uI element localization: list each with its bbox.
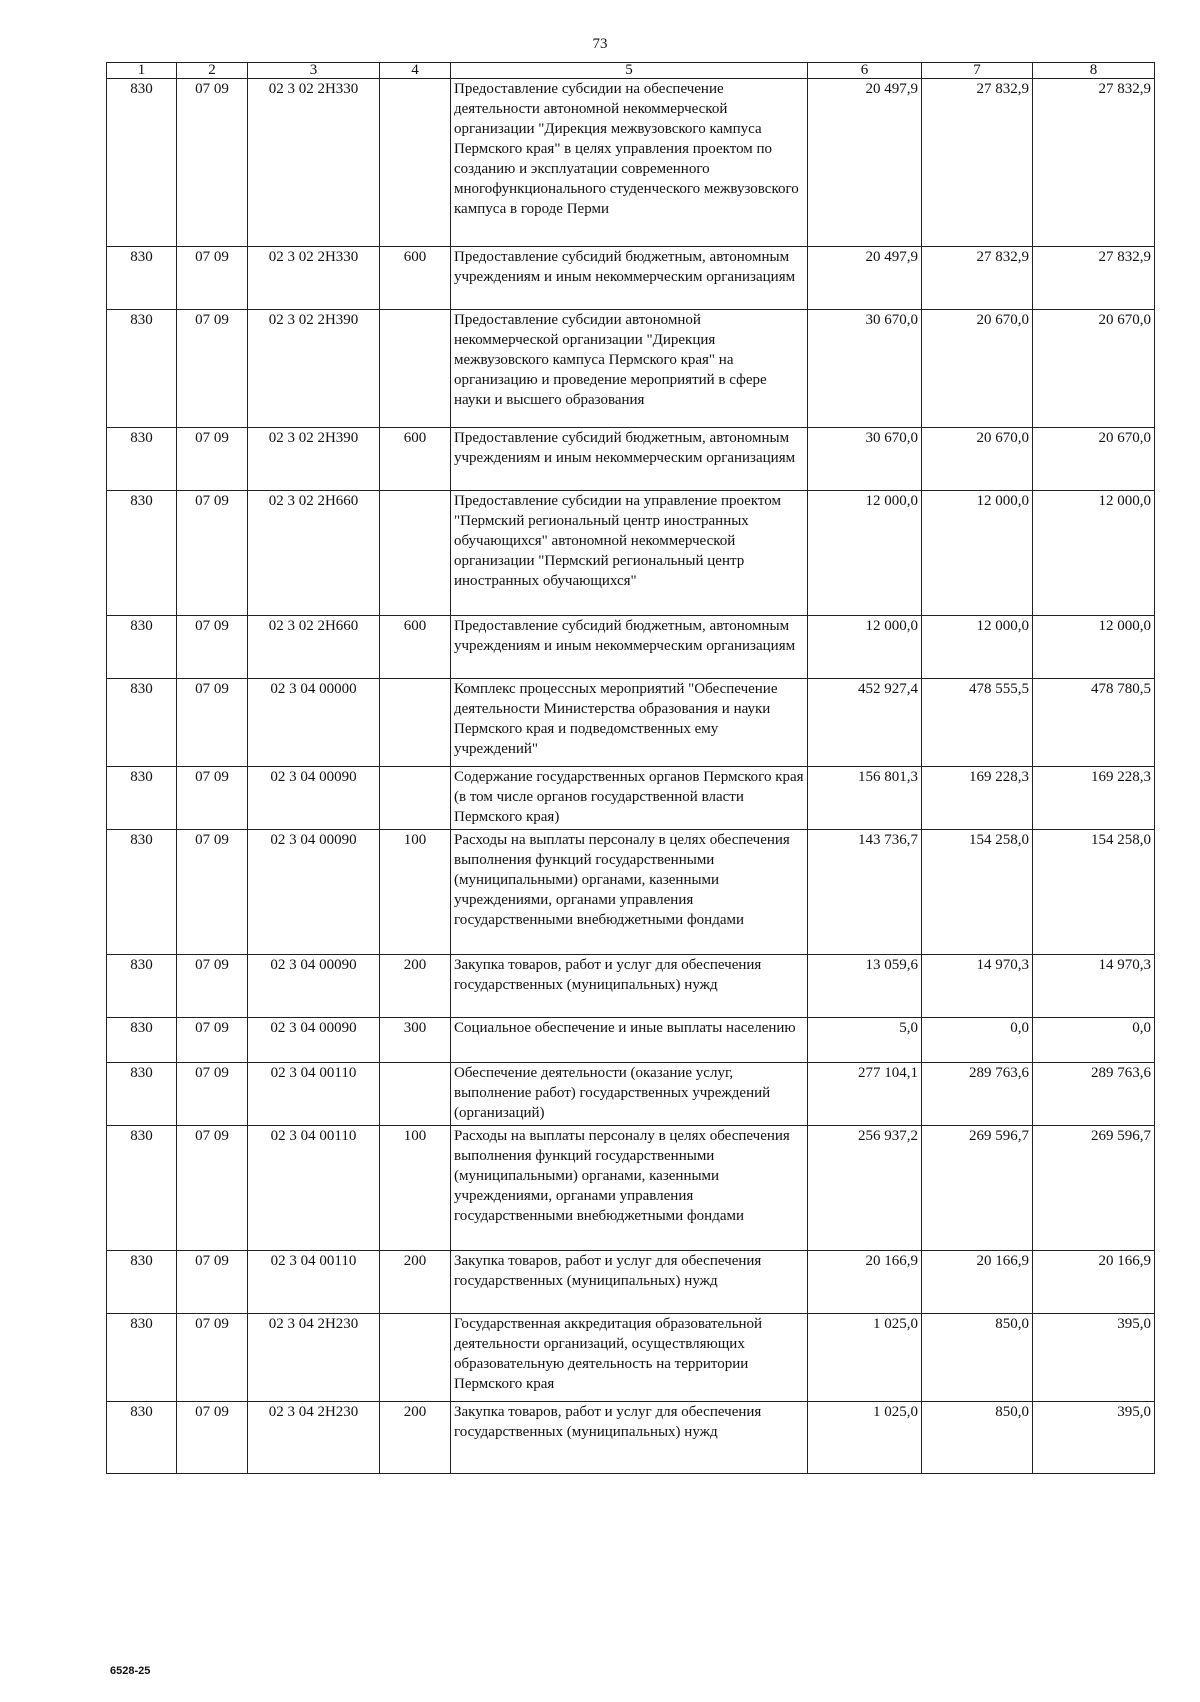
amount-col7-cell: 27 832,9 <box>922 79 1033 247</box>
amount-col7-cell: 12 000,0 <box>922 491 1033 616</box>
code-gl-cell: 830 <box>107 830 177 955</box>
amount-col6-cell: 20 497,9 <box>808 247 922 310</box>
target-article-cell: 02 3 04 00000 <box>248 679 380 767</box>
table-row <box>107 1251 1155 1314</box>
amount-col6-cell: 277 104,1 <box>808 1063 922 1126</box>
expense-type-cell <box>380 1063 451 1126</box>
section-cell: 07 09 <box>177 1314 248 1402</box>
amount-col6-cell: 156 801,3 <box>808 767 922 830</box>
description-cell: Предоставление субсидий бюджетным, автономным учреждениям и иным некоммерческим организациям <box>451 616 808 679</box>
description-cell: Предоставление субсидий бюджетным, автономным учреждениям и иным некоммерческим организациям <box>451 428 808 491</box>
code-gl-cell: 830 <box>107 1063 177 1126</box>
amount-col6-cell: 20 166,9 <box>808 1251 922 1314</box>
amount-col8-cell: 269 596,7 <box>1033 1126 1155 1251</box>
section-cell: 07 09 <box>177 1063 248 1126</box>
code-gl-cell: 830 <box>107 491 177 616</box>
expense-type-cell <box>380 79 451 247</box>
section-cell: 07 09 <box>177 310 248 428</box>
description-cell: Расходы на выплаты персоналу в целях обеспечения выполнения функций государственными (муниципальными) органами, казенными учреждениями, органами управления государственными внебюджетными фондами <box>451 830 808 955</box>
section-cell: 07 09 <box>177 247 248 310</box>
table-row <box>107 830 1155 955</box>
amount-col7-cell: 850,0 <box>922 1314 1033 1402</box>
amount-col8-cell: 154 258,0 <box>1033 830 1155 955</box>
amount-col8-cell: 27 832,9 <box>1033 79 1155 247</box>
table-row <box>107 679 1155 767</box>
target-article-cell: 02 3 04 00110 <box>248 1063 380 1126</box>
amount-col6-cell: 12 000,0 <box>808 491 922 616</box>
code-gl-cell: 830 <box>107 310 177 428</box>
description-cell: Комплекс процессных мероприятий "Обеспечение деятельности Министерства образования и науки Пермского края и подведомственных ему учреждений" <box>451 679 808 767</box>
target-article-cell: 02 3 02 2Н660 <box>248 491 380 616</box>
document-code: 6528-25 <box>110 1665 151 1677</box>
expense-type-cell: 600 <box>380 247 451 310</box>
budget-table <box>106 62 1155 1474</box>
target-article-cell: 02 3 02 2Н390 <box>248 428 380 491</box>
amount-col7-cell: 289 763,6 <box>922 1063 1033 1126</box>
table-row <box>107 1402 1155 1474</box>
amount-col7-cell: 154 258,0 <box>922 830 1033 955</box>
amount-col6-cell: 143 736,7 <box>808 830 922 955</box>
col-header: 5 <box>451 63 808 79</box>
description-cell: Предоставление субсидии на обеспечение деятельности автономной некоммерческой организации "Дирекция межвузовского кампуса Пермского края" в целях управления проектом по созданию и эксплуатации современного многофункционального студенческого межвузовского кампуса в городе Перми <box>451 79 808 247</box>
amount-col7-cell: 27 832,9 <box>922 247 1033 310</box>
description-cell: Обеспечение деятельности (оказание услуг, выполнение работ) государственных учреждений (организаций) <box>451 1063 808 1126</box>
table-row <box>107 247 1155 310</box>
section-cell: 07 09 <box>177 1251 248 1314</box>
table-row <box>107 955 1155 1018</box>
code-gl-cell: 830 <box>107 679 177 767</box>
table-row <box>107 310 1155 428</box>
amount-col7-cell: 269 596,7 <box>922 1126 1033 1251</box>
description-cell: Предоставление субсидии автономной некоммерческой организации "Дирекция межвузовского кампуса Пермского края" на организацию и проведение мероприятий в сфере науки и высшего образования <box>451 310 808 428</box>
code-gl-cell: 830 <box>107 1251 177 1314</box>
section-cell: 07 09 <box>177 830 248 955</box>
expense-type-cell: 200 <box>380 1251 451 1314</box>
amount-col8-cell: 169 228,3 <box>1033 767 1155 830</box>
code-gl-cell: 830 <box>107 428 177 491</box>
code-gl-cell: 830 <box>107 79 177 247</box>
amount-col7-cell: 20 670,0 <box>922 428 1033 491</box>
col-header: 1 <box>107 63 177 79</box>
section-cell: 07 09 <box>177 1402 248 1474</box>
amount-col8-cell: 27 832,9 <box>1033 247 1155 310</box>
amount-col6-cell: 20 497,9 <box>808 79 922 247</box>
amount-col6-cell: 30 670,0 <box>808 310 922 428</box>
amount-col8-cell: 395,0 <box>1033 1402 1155 1474</box>
description-cell: Государственная аккредитация образовательной деятельности организаций, осуществляющих образовательную деятельность на территории Пермского края <box>451 1314 808 1402</box>
table-row <box>107 1126 1155 1251</box>
col-header: 8 <box>1033 63 1155 79</box>
amount-col6-cell: 5,0 <box>808 1018 922 1063</box>
amount-col7-cell: 850,0 <box>922 1402 1033 1474</box>
expense-type-cell: 300 <box>380 1018 451 1063</box>
table-row <box>107 491 1155 616</box>
col-header: 6 <box>808 63 922 79</box>
code-gl-cell: 830 <box>107 1126 177 1251</box>
target-article-cell: 02 3 04 00110 <box>248 1126 380 1251</box>
amount-col8-cell: 12 000,0 <box>1033 616 1155 679</box>
code-gl-cell: 830 <box>107 955 177 1018</box>
section-cell: 07 09 <box>177 616 248 679</box>
amount-col6-cell: 30 670,0 <box>808 428 922 491</box>
table-row <box>107 1018 1155 1063</box>
table-row <box>107 767 1155 830</box>
target-article-cell: 02 3 02 2Н390 <box>248 310 380 428</box>
col-header: 3 <box>248 63 380 79</box>
expense-type-cell: 200 <box>380 1402 451 1474</box>
target-article-cell: 02 3 04 2Н230 <box>248 1402 380 1474</box>
target-article-cell: 02 3 02 2Н330 <box>248 247 380 310</box>
expense-type-cell: 100 <box>380 830 451 955</box>
table-row <box>107 616 1155 679</box>
section-cell: 07 09 <box>177 1126 248 1251</box>
target-article-cell: 02 3 02 2Н660 <box>248 616 380 679</box>
expense-type-cell: 600 <box>380 428 451 491</box>
expense-type-cell <box>380 491 451 616</box>
section-cell: 07 09 <box>177 1018 248 1063</box>
amount-col7-cell: 20 166,9 <box>922 1251 1033 1314</box>
section-cell: 07 09 <box>177 955 248 1018</box>
description-cell: Закупка товаров, работ и услуг для обеспечения государственных (муниципальных) нужд <box>451 1402 808 1474</box>
amount-col8-cell: 14 970,3 <box>1033 955 1155 1018</box>
section-cell: 07 09 <box>177 491 248 616</box>
col-header: 4 <box>380 63 451 79</box>
page-number: 73 <box>592 36 608 52</box>
amount-col6-cell: 452 927,4 <box>808 679 922 767</box>
code-gl-cell: 830 <box>107 767 177 830</box>
amount-col7-cell: 12 000,0 <box>922 616 1033 679</box>
amount-col7-cell: 0,0 <box>922 1018 1033 1063</box>
table-row <box>107 79 1155 247</box>
description-cell: Закупка товаров, работ и услуг для обеспечения государственных (муниципальных) нужд <box>451 955 808 1018</box>
table-row <box>107 428 1155 491</box>
description-cell: Закупка товаров, работ и услуг для обеспечения государственных (муниципальных) нужд <box>451 1251 808 1314</box>
section-cell: 07 09 <box>177 79 248 247</box>
expense-type-cell <box>380 767 451 830</box>
description-cell: Предоставление субсидий бюджетным, автономным учреждениям и иным некоммерческим организациям <box>451 247 808 310</box>
description-cell: Социальное обеспечение и иные выплаты населению <box>451 1018 808 1063</box>
amount-col7-cell: 478 555,5 <box>922 679 1033 767</box>
code-gl-cell: 830 <box>107 1018 177 1063</box>
header-row <box>107 63 1155 79</box>
code-gl-cell: 830 <box>107 1402 177 1474</box>
target-article-cell: 02 3 04 00090 <box>248 830 380 955</box>
amount-col7-cell: 169 228,3 <box>922 767 1033 830</box>
section-cell: 07 09 <box>177 428 248 491</box>
description-cell: Предоставление субсидии на управление проектом "Пермский региональный центр иностранных обучающихся" автономной некоммерческой организации "Пермский региональный центр иностранных обучающихся" <box>451 491 808 616</box>
expense-type-cell <box>380 310 451 428</box>
target-article-cell: 02 3 04 00110 <box>248 1251 380 1314</box>
section-cell: 07 09 <box>177 679 248 767</box>
target-article-cell: 02 3 04 2Н230 <box>248 1314 380 1402</box>
table-row <box>107 1063 1155 1126</box>
description-cell: Расходы на выплаты персоналу в целях обеспечения выполнения функций государственными (муниципальными) органами, казенными учреждениями, органами управления государственными внебюджетными фондами <box>451 1126 808 1251</box>
expense-type-cell <box>380 1314 451 1402</box>
amount-col8-cell: 0,0 <box>1033 1018 1155 1063</box>
amount-col6-cell: 256 937,2 <box>808 1126 922 1251</box>
code-gl-cell: 830 <box>107 616 177 679</box>
amount-col8-cell: 478 780,5 <box>1033 679 1155 767</box>
amount-col7-cell: 20 670,0 <box>922 310 1033 428</box>
section-cell: 07 09 <box>177 767 248 830</box>
expense-type-cell: 600 <box>380 616 451 679</box>
col-header: 7 <box>922 63 1033 79</box>
target-article-cell: 02 3 02 2Н330 <box>248 79 380 247</box>
code-gl-cell: 830 <box>107 1314 177 1402</box>
target-article-cell: 02 3 04 00090 <box>248 955 380 1018</box>
amount-col8-cell: 20 166,9 <box>1033 1251 1155 1314</box>
amount-col8-cell: 395,0 <box>1033 1314 1155 1402</box>
target-article-cell: 02 3 04 00090 <box>248 1018 380 1063</box>
amount-col8-cell: 20 670,0 <box>1033 310 1155 428</box>
amount-col7-cell: 14 970,3 <box>922 955 1033 1018</box>
amount-col6-cell: 1 025,0 <box>808 1402 922 1474</box>
amount-col6-cell: 1 025,0 <box>808 1314 922 1402</box>
col-header: 2 <box>177 63 248 79</box>
expense-type-cell: 200 <box>380 955 451 1018</box>
expense-type-cell: 100 <box>380 1126 451 1251</box>
expense-type-cell <box>380 679 451 767</box>
target-article-cell: 02 3 04 00090 <box>248 767 380 830</box>
code-gl-cell: 830 <box>107 247 177 310</box>
amount-col6-cell: 12 000,0 <box>808 616 922 679</box>
amount-col8-cell: 20 670,0 <box>1033 428 1155 491</box>
amount-col8-cell: 289 763,6 <box>1033 1063 1155 1126</box>
table-row <box>107 1314 1155 1402</box>
description-cell: Содержание государственных органов Пермского края (в том числе органов государственной власти Пермского края) <box>451 767 808 830</box>
amount-col8-cell: 12 000,0 <box>1033 491 1155 616</box>
amount-col6-cell: 13 059,6 <box>808 955 922 1018</box>
